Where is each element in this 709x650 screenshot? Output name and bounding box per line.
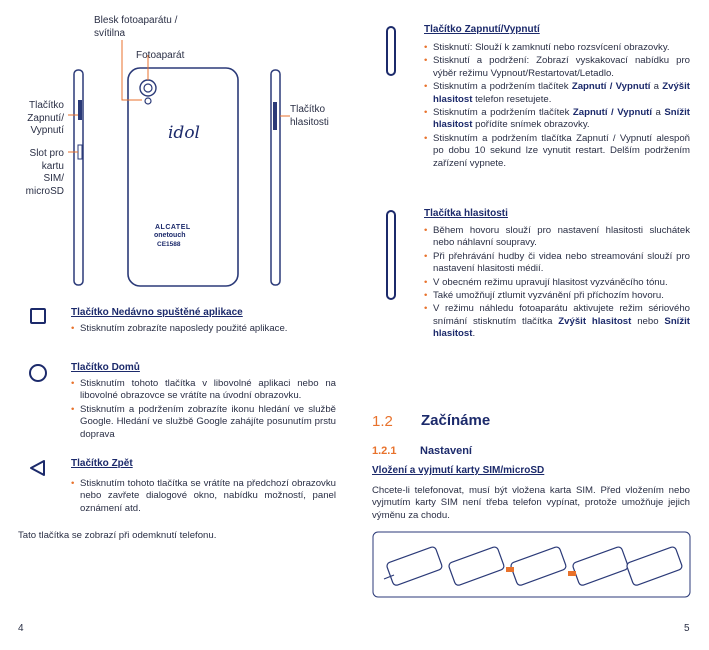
power-key-label: Tlačítko Zapnutí/ Vypnutí (27, 100, 64, 136)
section-title: Začínáme (421, 412, 491, 429)
sim-heading: Vložení a vyjmutí karty SIM/microSD (372, 465, 545, 476)
recent-apps-title: Tlačítko Nedávno spuštěné aplikace (71, 307, 243, 318)
footer-note: Tato tlačítka se zobrazí při odemknutí telefonu. (18, 530, 217, 541)
subsection-title: Nastavení (420, 445, 472, 457)
power-key-title: Tlačítko Zapnutí/Vypnutí (424, 24, 540, 35)
page-number-right: 5 (684, 623, 690, 634)
flash-label: Blesk fotoaparátu / svítilna (94, 15, 178, 39)
volume-key-icon (386, 210, 396, 300)
home-circle-icon (29, 364, 47, 382)
back-title: Tlačítko Zpět (71, 458, 133, 469)
sim-paragraph: Chcete-li telefonovat, musí být vložena karta SIM. Před vložením nebo vyjmutím karty SIM není třeba telefon vypínat, protože umožňuje jejich výměnu za chodu. (372, 485, 690, 521)
list-item: • Stisknutí: Slouží k zamknutí nebo rozsvícení obrazovky. (424, 42, 690, 54)
list-item: • Stisknutím zobrazíte naposledy použité aplikace. (71, 323, 342, 335)
list-item: • Stisknutím a podržením tlačítka Zapnutí / Vypnutí alespoň po dobu 10 sekund lze vynutit restart. Delším podržením zařízení vypnete. (424, 133, 690, 170)
phone-idol-logo: idol (168, 123, 200, 143)
list-item: • Stisknutím tohoto tlačítka v libovolné aplikaci nebo na libovolné obrazovce se vrátíte na úvodní obrazovku. (71, 378, 336, 403)
home-title: Tlačítko Domů (71, 362, 140, 373)
recent-apps-list (71, 323, 342, 336)
back-list (71, 478, 336, 516)
sim-slot-label: Slot pro kartu SIM/ microSD (25, 148, 64, 197)
list-item: • Během hovoru slouží pro nastavení hlasitosti sluchátek nebo náhlavní soupravy. (424, 225, 690, 250)
list-item: • Stisknutím a podržením tlačítek Zapnutí / Vypnutí a Zvýšit hlasitost telefon resetujete. (424, 81, 690, 106)
subsection-number: 1.2.1 (372, 445, 397, 457)
phone-back-illustration (60, 40, 300, 295)
home-list (71, 378, 336, 442)
recent-apps-icon (30, 308, 46, 324)
list-item: • V režimu náhledu fotoaparátu aktivujete režim sériového snímání stisknutím tlačítka Zvýšit hlasitost nebo Snížit hlasitost. (424, 303, 690, 340)
list-item: • Stisknutí a podržení: Zobrazí vyskakovací nabídku pro výběr režimu Vypnout/Restartovat/Letadlo. (424, 55, 690, 80)
power-key-list (424, 42, 690, 171)
back-triangle-icon (28, 458, 48, 478)
list-item: • Stisknutím a podržením tlačítek Zapnutí / Vypnutí a Snížit hlasitost pořídíte snímek obrazovky. (424, 107, 690, 132)
section-number: 1.2 (372, 413, 393, 430)
volume-key-label: Tlačítko hlasitosti (290, 104, 329, 128)
phone-brand: ALCATEL (155, 224, 191, 231)
camera-label: Fotoaparát (136, 50, 185, 61)
list-item: • Stisknutím tohoto tlačítka se vrátíte na předchozí obrazovku nebo zavřete dialogové okno, nabídku možností, panel oznámení atd. (71, 478, 336, 515)
page-number-left: 4 (18, 623, 24, 634)
list-item: • Stisknutím a podržením zobrazíte ikonu hledání ve službě Google. Hledání ve službě Google zahájíte posunutím prstu doprava (71, 404, 336, 441)
phone-cert: CE1588 (157, 241, 181, 248)
volume-key-list (424, 225, 690, 342)
volume-key-title: Tlačítka hlasitosti (424, 208, 508, 219)
phone-brand2: onetouch (154, 232, 186, 239)
power-key-icon (386, 26, 396, 76)
list-item: • V obecném režimu upravují hlasitost vyzváněcího tónu. (424, 277, 690, 289)
list-item: • Při přehrávání hudby či videa nebo streamování slouží pro nastavení hlasitosti médií. (424, 251, 690, 276)
list-item: • Také umožňují ztlumit vyzvánění při příchozím hovoru. (424, 290, 690, 302)
sim-insertion-illustration (372, 531, 692, 599)
